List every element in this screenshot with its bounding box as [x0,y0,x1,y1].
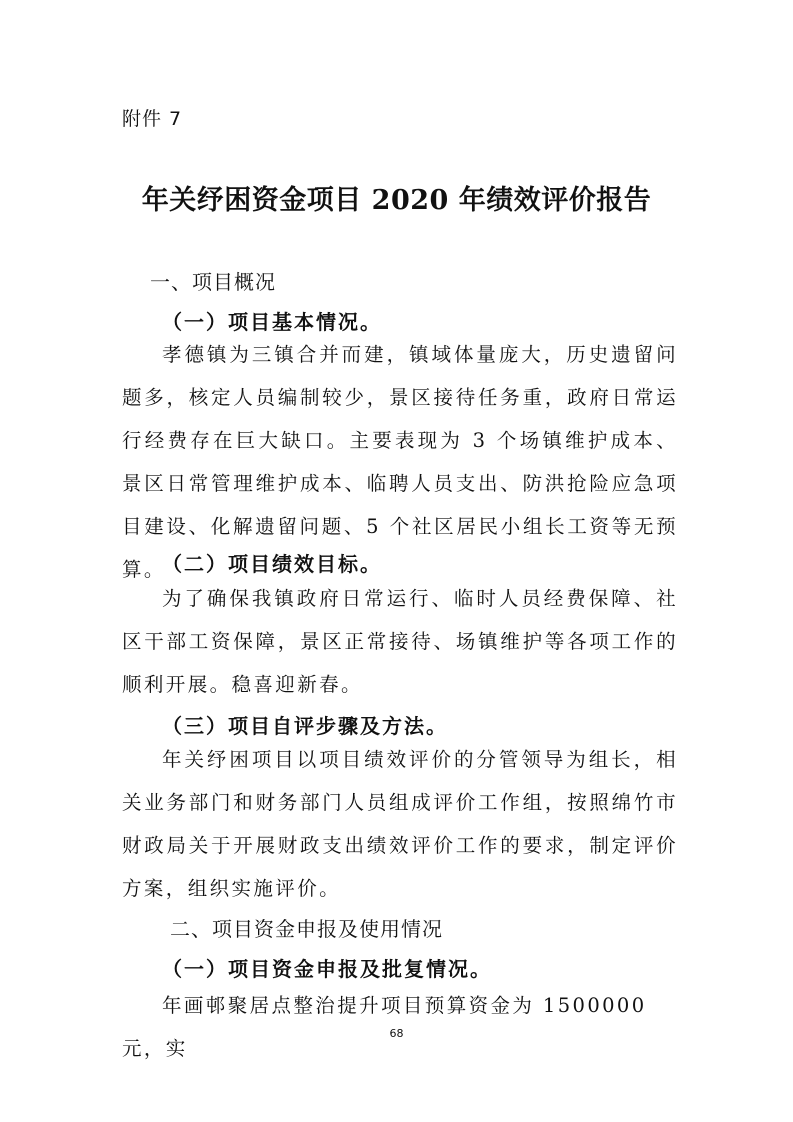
section-1-1-heading: （一）项目基本情况。 [162,310,382,334]
section-1-3-heading: （三）项目自评步骤及方法。 [162,714,448,738]
section-1-1-paragraph: 孝德镇为三镇合并而建，镇域体量庞大，历史遗留问题多，核定人员编制较少，景区接待任务重，政府日常运行经费存在巨大缺口。主要表现为 3 个场镇维护成本、景区日常管理维护成本、临聘人员支出、防洪抢险应急项目建设、化解遗留问题、5 个社区居民小组长工资等无预算。 [122,343,678,581]
page-number: 68 [389,1027,404,1040]
section-2-heading: 二、项目资金申报及使用情况 [170,917,443,941]
section-1-3-paragraph: 年关纾困项目以项目绩效评价的分管领导为组长，相关业务部门和财务部门人员组成评价工作组，按照绵竹市财政局关于开展财政支出绩效评价工作的要求，制定评价方案，组织实施评价。 [122,748,678,900]
section-2-1-paragraph: 年画邨聚居点整治提升项目预算资金为 1500000 元，实 [122,994,647,1060]
section-1-2-heading: （二）项目绩效目标。 [162,552,382,576]
attachment-label: 附件 7 [122,108,183,130]
section-2-1-heading: （一）项目资金申报及批复情况。 [162,957,492,981]
section-1-2-paragraph: 为了确保我镇政府日常运行、临时人员经费保障、社区干部工资保障，景区正常接待、场镇维护等各项工作的顺利开展。稳喜迎新春。 [122,587,678,696]
section-1-heading: 一、项目概况 [150,270,276,294]
report-title: 年关纾困资金项目 2020 年绩效评价报告 [141,185,652,216]
